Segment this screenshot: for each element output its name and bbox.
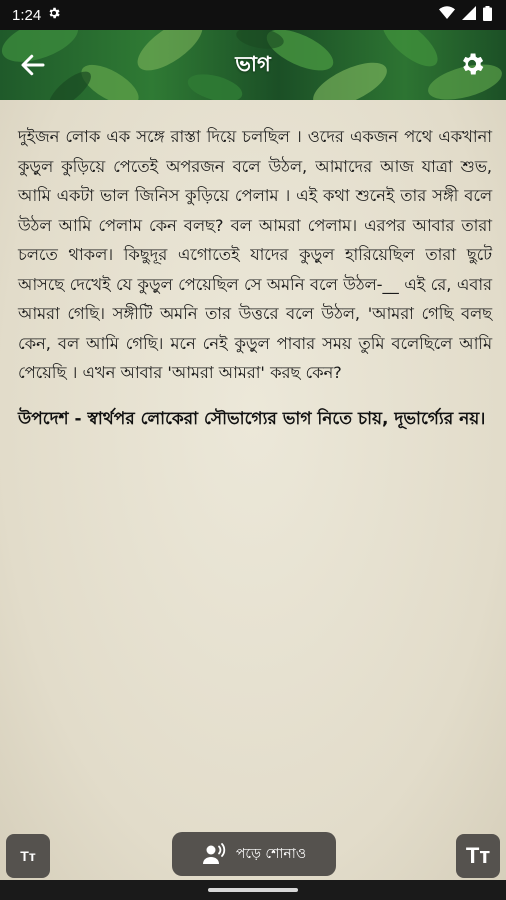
story-body: দুইজন লোক এক সঙ্গে রাস্তা দিয়ে চলছিল । ওদের একজন পথে একখানা কুড়ুল কুড়িয়ে পেতেই অপরজন বলে উঠল, আমাদের আজ যাত্রা শুভ, আমি একটা ভাল জিনিস কুড়িয়ে পেলাম । এই কথা শুনেই তার সঙ্গী বলে উঠল আমি পেলাম কেন বলছ? বল আমরা পেলাম। এরপর আবার তারা চলতে থাকল। কিছুদূর এগোতেই যাদের কুড়ুল হারিয়েছিল তারা ছুটে আসছে দেখেই যে কুড়ুল পেয়েছিল সে অমনি বলে উঠল-__ এই রে, এবার আমরা গেছি। সঙ্গীটি অমনি তার উত্তরে বলে উঠল, 'আমরা গেছি বলছ কেন, বল আমি গেছি। মনে নেই কুড়ুল পাবার সময় তুমি বলেছিলে আমি পেয়েছি । এখন আবার 'আমরা আমরা' করছ কেন?	[18, 127, 492, 382]
increase-font-button[interactable]	[456, 834, 500, 878]
status-time: 1:24	[12, 6, 42, 24]
battery-icon	[483, 6, 492, 25]
gear-icon	[47, 6, 61, 24]
read-aloud-label: পড়ে শোনাও	[235, 846, 307, 862]
status-left	[12, 6, 61, 24]
signal-icon	[462, 6, 476, 24]
read-aloud-button[interactable]	[172, 832, 336, 876]
font-large-label: Tт	[465, 843, 491, 868]
gear-icon	[458, 50, 486, 78]
wifi-icon	[439, 6, 455, 24]
voice-person-icon	[202, 843, 228, 865]
home-gesture-handle[interactable]	[208, 888, 298, 892]
font-small-label: Tт	[20, 848, 36, 864]
status-right	[439, 6, 492, 25]
system-nav-bar	[0, 880, 506, 900]
status-bar	[0, 0, 506, 30]
story-moral: উপদেশ - স্বার্থপর লোকেরা সৌভাগ্যের ভাগ নিতে চায়, দূভার্গ্যের নয়।	[18, 408, 486, 429]
settings-button[interactable]	[458, 50, 488, 80]
page-title: ভাগ	[235, 52, 271, 76]
decrease-font-button[interactable]	[6, 834, 50, 878]
story-content[interactable]	[0, 100, 506, 880]
app-bar	[0, 30, 506, 100]
